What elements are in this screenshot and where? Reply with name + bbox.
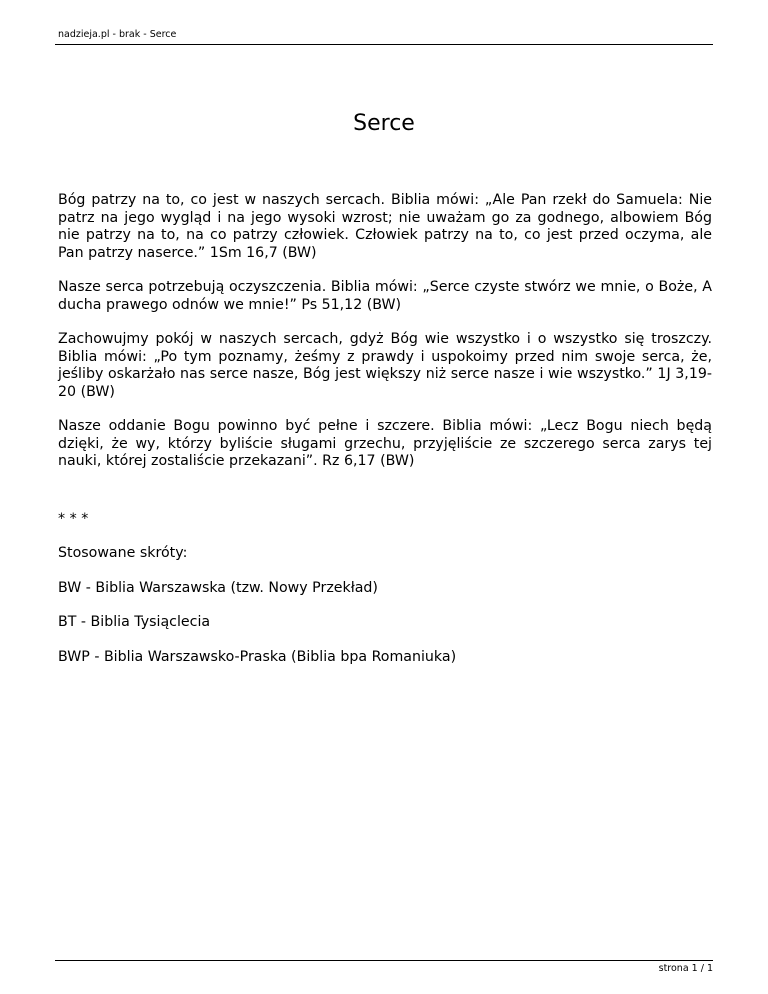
section-separator: * * * xyxy=(58,510,89,527)
abbreviations-heading: Stosowane skróty: xyxy=(58,545,188,561)
footer-divider xyxy=(55,960,713,961)
paragraph-4: Nasze oddanie Bogu powinno być pełne i szczere. Biblia mówi: „Lecz Bogu niech będą dzięki, że wy, którzy byliście sługami grzechu, przyjęliście ze szczerego serca zarys tej nauki, której zostaliście przekazani”. Rz 6,17 (BW) xyxy=(58,418,712,469)
page-number: strona 1 / 1 xyxy=(658,963,713,974)
abbreviation-item: BWP - Biblia Warszawsko-Praska (Biblia bpa Romaniuka) xyxy=(58,648,457,665)
paragraph-1: Bóg patrzy na to, co jest w naszych sercach. Biblia mówi: „Ale Pan rzekł do Samuela: Nie patrz na jego wygląd i na jego wysoki wzrost; nie uważam go za godnego, albowiem Bóg nie patrzy na to, na co patrzy człowiek. Człowiek patrzy na to, co jest przed oczyma, ale Pan patrzy naserce.” 1Sm 16,7 (BW) xyxy=(58,192,712,261)
abbreviation-item: BW - Biblia Warszawska (tzw. Nowy Przekład) xyxy=(58,579,378,596)
paragraph-2: Nasze serca potrzebują oczyszczenia. Biblia mówi: „Serce czyste stwórz we mnie, o Boże, A ducha prawego odnów we mnie!” Ps 51,12 (BW) xyxy=(58,279,712,313)
abbreviation-item: BT - Biblia Tysiąclecia xyxy=(58,614,211,630)
page-title: Serce xyxy=(353,111,415,136)
header-divider xyxy=(55,44,713,45)
article-body xyxy=(58,192,712,683)
paragraph-3: Zachowujmy pokój w naszych sercach, gdyż Bóg wie wszystko i o wszystko się troszczy. Biblia mówi: „Po tym poznamy, żeśmy z prawdy i uspokoimy przed nim swoje serca, że, jeśliby oskarżało nas serce nasze, Bóg jest większy niż serce nasze i wie wszystko.” 1J 3,19-20 (BW) xyxy=(58,331,712,400)
page-header: nadzieja.pl - brak - Serce xyxy=(58,29,177,40)
